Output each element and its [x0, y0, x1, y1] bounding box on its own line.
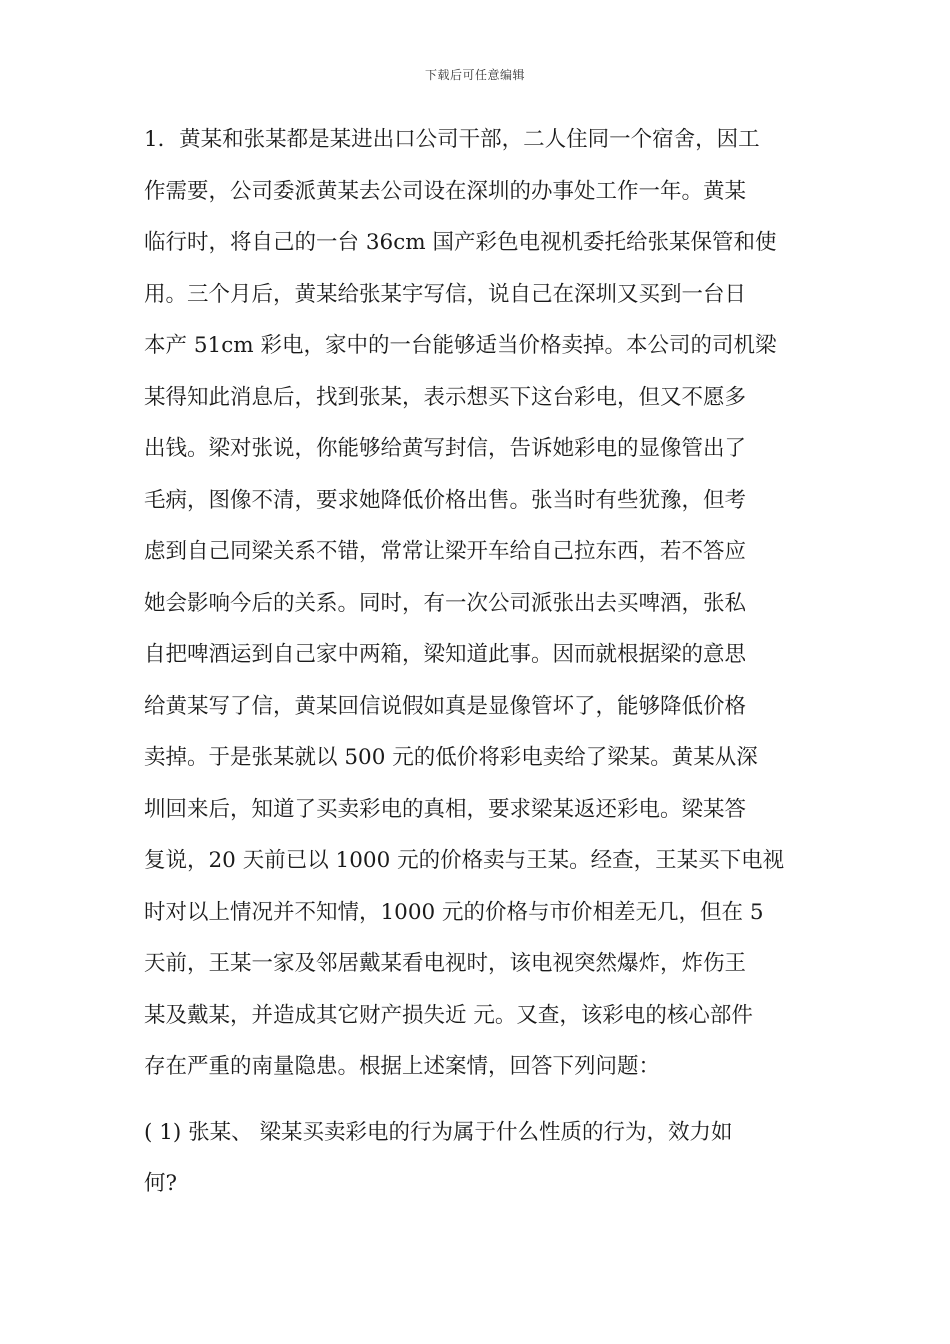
text-line: 天前，王某一家及邻居戴某看电视时，该电视突然爆炸，炸伤王	[144, 951, 747, 976]
text-line: 某得知此消息后，找到张某，表示想买下这台彩电，但又不愿多	[144, 384, 747, 410]
text-line: 时对以上情况并不知情，1000 元的价格与市价相差无几，但在 5	[144, 899, 764, 925]
text-line: 毛病，图像不清，要求她降低价格出售。张当时有些犹豫，但考	[144, 487, 747, 513]
text-line: 复说，20 天前已以 1000 元的价格卖与王某。经查，王某买下电视	[144, 848, 785, 873]
text-line: 用。三个月后，黄某给张某宇写信，说自己在深圳又买到一台日	[144, 281, 747, 307]
document-body	[144, 114, 808, 1210]
text-line: 存在严重的南量隐患。根据上述案情，回答下列问题：	[144, 1054, 661, 1079]
question-line: 何?	[144, 1171, 178, 1196]
text-line: 1．黄某和张某都是某进出口公司干部，二人住同一个宿舍，因工	[144, 127, 760, 152]
text-line: 圳回来后，知道了买卖彩电的真相，要求梁某返还彩电。梁某答	[144, 796, 747, 822]
page-header: 下载后可任意编辑	[424, 68, 525, 82]
text-line: 临行时，将自己的一台 36cm 国产彩色电视机委托给张某保管和使	[144, 230, 777, 255]
case-paragraph	[144, 114, 808, 1093]
text-line: 作需要，公司委派黄某去公司设在深圳的办事处工作一年。黄某	[144, 178, 747, 204]
text-line: 出钱。梁对张说，你能够给黄写封信，告诉她彩电的显像管出了	[144, 436, 747, 461]
question-line: ( 1) 张某、 梁某买卖彩电的行为属于什么性质的行为，效力如	[144, 1119, 733, 1145]
text-line: 给黄某写了信，黄某回信说假如真是显像管坏了，能够降低价格	[144, 693, 747, 719]
text-line: 自把啤酒运到自己家中两箱，梁知道此事。因而就根据梁的意思	[144, 642, 747, 667]
text-line: 卖掉。于是张某就以 500 元的低价将彩电卖给了梁某。黄某从深	[144, 745, 758, 770]
text-line: 某及戴某，并造成其它财产损失近 元。又查，该彩电的核心部件	[144, 1002, 753, 1028]
text-line: 本产 51cm 彩电，家中的一台能够适当价格卖掉。本公司的司机梁	[144, 333, 777, 358]
text-line: 她会影响今后的关系。同时，有一次公司派张出去买啤酒，张私	[144, 590, 747, 616]
text-line: 虑到自己同梁关系不错，常常让梁开车给自己拉东西，若不答应	[144, 539, 747, 564]
question-paragraph	[144, 1107, 808, 1210]
